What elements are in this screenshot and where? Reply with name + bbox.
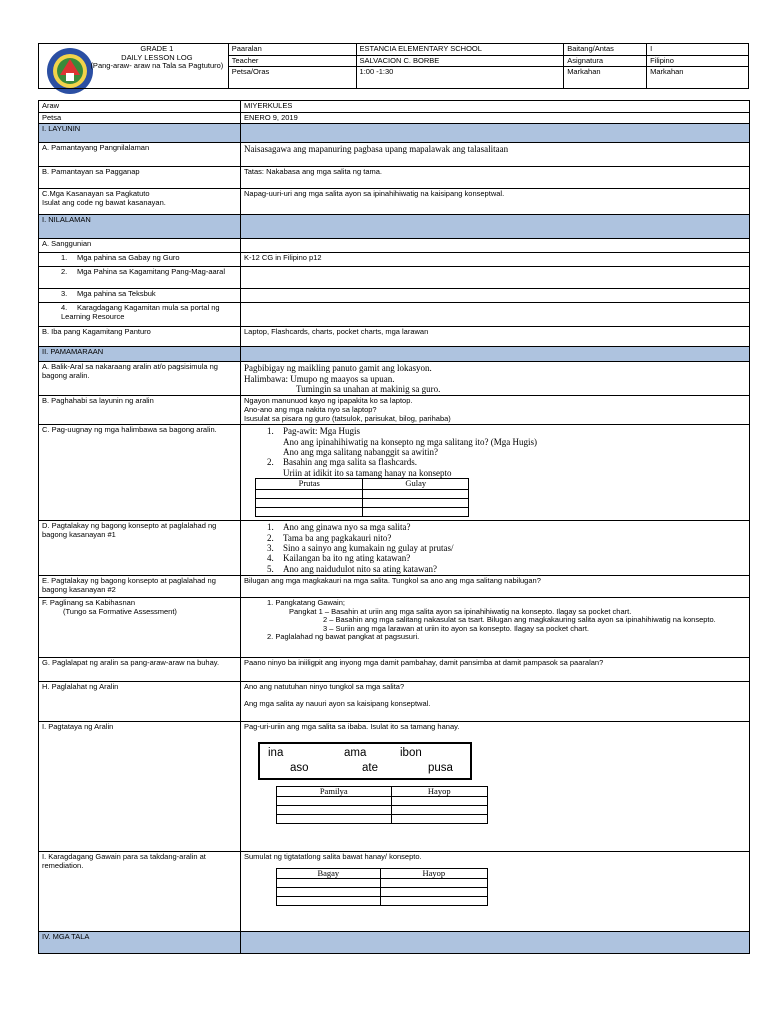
- step-c-value: 1. Pag-awit: Mga Hugis Ano ang ipinahihiwatig na konsepto ng mga salitang ito? (Mga Hugis) Ano ang mga salitang nabanggit sa awitin? 2. Basahin ang mga salita sa flashcards. Uriin at idikit ito sa tamang hanay na konsepto Prutas Gulay: [241, 425, 750, 521]
- word-aso: aso: [290, 761, 309, 774]
- step-i-value: Pag-uri-uriin ang mga salita sa ibaba. Isulat ito sa tamang hanay. ina ama ibon aso ate pusa Pamilya Hayop: [241, 721, 750, 851]
- teacher-label: Teacher: [228, 55, 356, 67]
- word-ina: ina: [268, 746, 284, 759]
- bagay-hayop-table: [276, 868, 488, 907]
- prutas-gulay-table: [255, 478, 469, 517]
- col-gulay: Gulay: [363, 478, 469, 489]
- col-prutas: Prutas: [256, 478, 363, 489]
- section-pamamaraan: II. PAMAMARAAN: [39, 347, 241, 362]
- header-table: [38, 43, 749, 89]
- kagamitan-value: Laptop, Flashcards, charts, pocket charts, mga larawan: [241, 327, 750, 347]
- quarter-label: Markahan: [564, 67, 647, 89]
- section-layunin: I. LAYUNIN: [39, 124, 241, 143]
- step-a-label: A. Balik-Aral sa nakaraang aralin at/o pagsisimula ng bagong aralin.: [39, 362, 241, 396]
- col-hayop-2: Hayop: [380, 868, 487, 879]
- word-pusa: pusa: [428, 761, 453, 774]
- row-a-label: A. Pamantayang Pangnilalaman: [39, 143, 241, 167]
- subject-value: Filipino: [647, 55, 749, 67]
- row-c-label: C.Mga Kasanayan sa Pagkatuto Isulat ang code ng bawat kasanayan.: [39, 189, 241, 215]
- sanggunian-label: A. Sanggunian: [39, 239, 241, 253]
- step-c-label: C. Pag-uugnay ng mga halimbawa sa bagong aralin.: [39, 425, 241, 521]
- word-ate: ate: [362, 761, 378, 774]
- day-label: Araw: [39, 101, 241, 113]
- step-e-label: E. Pagtalakay ng bagong konsepto at paglalahad ng bagong kasanayan #2: [39, 575, 241, 597]
- school-value: ESTANCIA ELEMENTARY SCHOOL: [356, 44, 564, 56]
- lesson-log-title: GRADE 1 DAILY LESSON LOG (Pang-araw- araw na Tala sa Pagtuturo): [39, 44, 229, 89]
- step-d-label: D. Pagtalakay ng bagong konsepto at paglalahad ng bagong kasanayan #1: [39, 521, 241, 576]
- ref-item-1: 1. Mga pahina sa Gabay ng Guro: [39, 253, 241, 267]
- teacher-value: SALVACION C. BORBE: [356, 55, 564, 67]
- row-b-label: B. Pamantayan sa Pagganap: [39, 167, 241, 189]
- row-b-value: Tatas: Nakabasa ang mga salita ng tama.: [241, 167, 750, 189]
- subject-label: Asignatura: [564, 55, 647, 67]
- step-g-label: G. Paglalapat ng aralin sa pang-araw-araw na buhay.: [39, 657, 241, 681]
- section-mga-tala: IV. MGA TALA: [39, 931, 241, 953]
- grade-level-value: I: [647, 44, 749, 56]
- step-e-value: Bilugan ang mga magkakauri na mga salita. Tungkol sa ano ang mga salitang nabilugan?: [241, 575, 750, 597]
- day-value: MIYERKULES: [241, 101, 750, 113]
- grade-level-label: Baitang/Antas: [564, 44, 647, 56]
- ref-item-4-value: [241, 303, 750, 327]
- row-a-value: Naisasagawa ang mapanuring pagbasa upang mapalawak ang talasalitaan: [241, 143, 750, 167]
- ref-item-3-value: [241, 289, 750, 303]
- ref-item-2: 2. Mga Pahina sa Kagamitang Pang-Mag-aaral: [39, 267, 241, 289]
- lesson-table: [38, 100, 750, 954]
- step-d-value: 1. Ano ang ginawa nyo sa mga salita? 2. Tama ba ang pagkakauri nito? 3. Sino a sainyo ang kumakain ng gulay at prutas/ 4. Kailangan ba ito ng ating katawan? 5. Ano ang naidudulot nito sa ating katawan?: [241, 521, 750, 576]
- kagamitan-label: B. Iba pang Kagamitang Panturo: [39, 327, 241, 347]
- row-c-value: Napag-uuri-uri ang mga salita ayon sa ipinahihiwatig na kaisipang konseptwal.: [241, 189, 750, 215]
- step-g-value: Paano ninyo ba iniiligpit ang inyong mga damit pambahay, damit pansimba at damit pampasok sa paaralan?: [241, 657, 750, 681]
- step-h-value: Ano ang natutuhan ninyo tungkol sa mga salita? Ang mga salita ay nauuri ayon sa kaisipang konseptwal.: [241, 681, 750, 721]
- date-label: Petsa: [39, 112, 241, 124]
- ref-item-1-value: K-12 CG in Filipino p12: [241, 253, 750, 267]
- step-j-label: I. Karagdagang Gawain para sa takdang-aralin at remediation.: [39, 851, 241, 931]
- word-ibon: ibon: [400, 746, 422, 759]
- step-b-label: B. Paghahabi sa layunin ng aralin: [39, 396, 241, 425]
- col-bagay: Bagay: [277, 868, 381, 879]
- pamilya-hayop-table: [276, 786, 488, 825]
- step-f-label: F. Paglinang sa Kabihasnan (Tungo sa Formative Assessment): [39, 597, 241, 657]
- section-nilalaman: I. NILALAMAN: [39, 215, 241, 239]
- ref-item-2-value: [241, 267, 750, 289]
- date-time-label: Petsa/Oras: [228, 67, 356, 89]
- col-hayop: Hayop: [391, 786, 487, 797]
- step-a-value: Pagbibigay ng maikling panuto gamit ang lokasyon. Halimbawa: Umupo ng maayos sa upuan. Tumingin sa unahan at makinig sa guro.: [241, 362, 750, 396]
- step-i-label: I. Pagtataya ng Aralin: [39, 721, 241, 851]
- quarter-value: Markahan: [647, 67, 749, 89]
- ref-item-3: 3. Mga pahina sa Teksbuk: [39, 289, 241, 303]
- school-label: Paaralan: [228, 44, 356, 56]
- step-b-value: Ngayon manunuod kayo ng ipapakita ko sa laptop. Ano-ano ang mga nakita nyo sa laptop? Isusulat sa pisara ng guro (tatsulok, parisukat, bilog, parihaba): [241, 396, 750, 425]
- word-ama: ama: [344, 746, 367, 759]
- word-box: [258, 742, 472, 780]
- step-h-label: H. Paglalahat ng Aralin: [39, 681, 241, 721]
- step-f-value: 1. Pangkatang Gawain; Pangkat 1 – Basahin at uriin ang mga salita ayon sa ipinahihiwatig na konsepto. Ilagay sa pocket chart. 2 – Basahin ang mga salitang nakasulat sa tsart. Bilugan ang magkakauring salita ayon sa ipinahihiwatig na konsepto. 3 – Suriin ang mga larawan at uriin ito ayon sa konsepto. Ilagay sa pocket chart. 2. Paglalahad ng bawat pangkat at pagsusuri.: [241, 597, 750, 657]
- date-value: ENERO 9, 2019: [241, 112, 750, 124]
- date-time-value: 1:00 -1:30: [356, 67, 564, 89]
- ref-item-4: 4. Karagdagang Kagamitan mula sa portal ng Learning Resource: [39, 303, 241, 327]
- step-j-value: Sumulat ng tigtatatlong salita bawat hanay/ konsepto. Bagay Hayop: [241, 851, 750, 931]
- col-pamilya: Pamilya: [277, 786, 392, 797]
